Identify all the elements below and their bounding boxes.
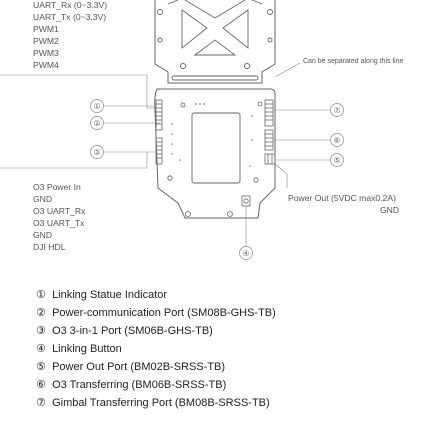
legend-marker: ② [36,307,46,319]
callout-circles [91,100,344,260]
legend-text: Linking Statue Indicator [52,289,168,301]
power-out-gnd: GND [380,205,400,215]
legend-text: Power Out Port (BM02B-SRSS-TB) [52,361,226,373]
legend-text: Power-communication Port (SM08B-GHS-TB) [52,307,276,319]
pin-label: O3 UART_Tx [33,218,85,228]
pin-label: GND [33,230,53,240]
legend-item [36,358,416,376]
connector-power-comm [156,100,162,130]
legend-text: Gimbal Transferring Port (BM08B-SRSS-TB) [52,397,270,409]
connector-gimbal [265,100,273,126]
pin-label: UART_Rx (0~3.3V) [33,0,108,10]
legend-item [36,394,416,412]
port-legend [36,286,416,412]
pin-label: O3 UART_Rx [33,206,86,216]
legend-marker: ④ [36,343,46,355]
connector-o3-transfer [265,130,273,150]
callout-6: ⑥ [333,136,341,145]
callout-5: ⑤ [333,156,341,165]
pin-label: O3 Power In [33,182,81,192]
legend-item [36,304,416,322]
pin-label: PWM2 [33,36,59,46]
pin-label: UART_Tx (0~3.3V) [33,12,107,22]
connector-power-out [265,154,275,164]
pin-label: GND [33,194,53,204]
separation-line [172,76,258,80]
legend-marker: ① [36,289,46,301]
separation-note: Can be separated along this line [303,58,404,65]
pin-label: PWM1 [33,24,59,34]
pin-label: PWM3 [33,48,59,58]
legend-text: Linking Button [52,343,122,355]
callout-7: ⑦ [333,106,341,115]
callout-2: ② [93,119,101,128]
callout-3: ③ [93,148,101,157]
pin-label: PWM4 [33,60,59,70]
legend-item [36,322,416,340]
legend-item [36,376,416,394]
legend-item [36,340,416,358]
legend-marker: ③ [36,325,46,337]
pin-label: DJI HDL [33,242,66,252]
board-outline-upper [155,0,275,83]
power-out-label: Power Out (5VDC max0.2A) [288,193,396,203]
legend-text: O3 Transferring (BM06B-SRSS-TB) [52,379,227,391]
linking-button [242,196,250,206]
board-outline-main [155,89,275,218]
legend-marker: ⑤ [36,361,46,373]
legend-item [36,286,416,304]
pcb-window [192,113,240,183]
legend-marker: ⑦ [36,397,46,409]
callout-4: ④ [242,249,250,258]
legend-marker: ⑥ [36,379,46,391]
callout-1: ① [93,102,101,111]
upper-lattice [158,0,273,69]
legend-text: O3 3-in-1 Port (SM06B-GHS-TB) [52,325,213,337]
